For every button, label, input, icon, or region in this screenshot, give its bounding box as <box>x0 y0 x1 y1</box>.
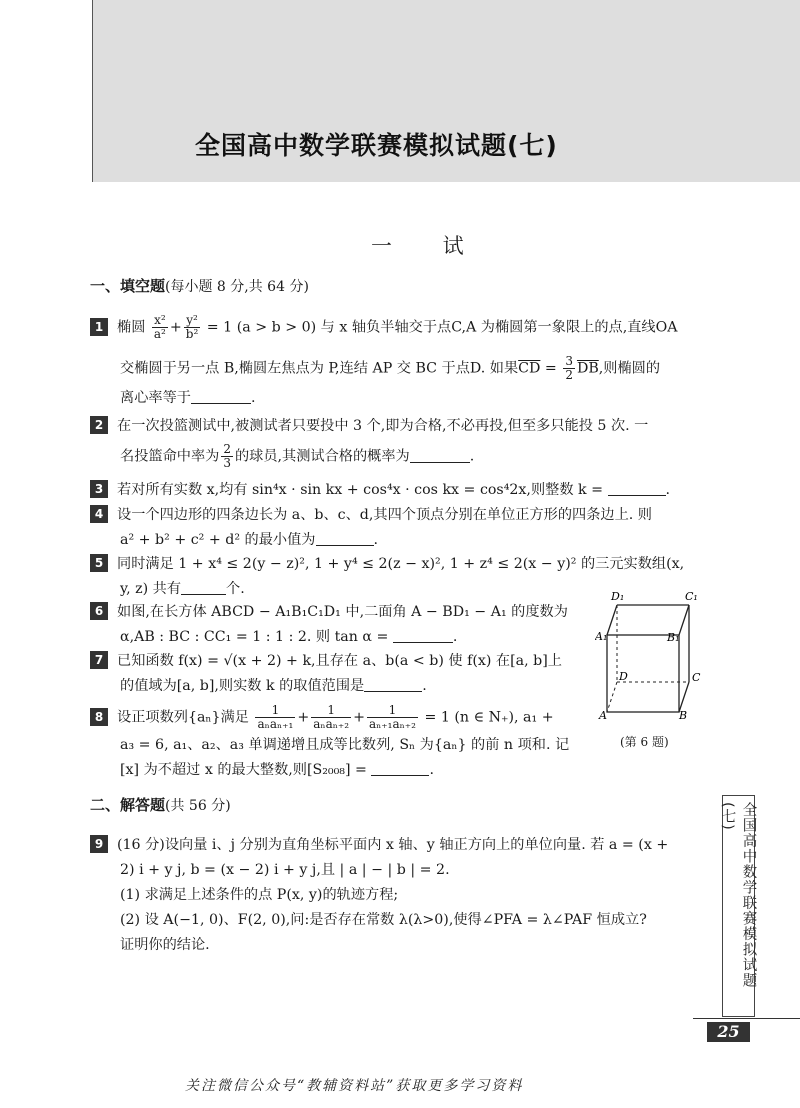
q6-text-a: 如图,在长方体 ABCD − A₁B₁C₁D₁ 中,二面角 A − BD₁ − A₁ 的度数为 <box>117 604 568 620</box>
q7-text-c: . <box>422 678 427 694</box>
q1-text-a: 椭圆 <box>117 319 146 336</box>
q8-fraction-2 <box>311 704 351 731</box>
q8-text-d: [x] 为不超过 x 的最大整数,则[S₂₀₀₈] = <box>120 762 367 778</box>
hidden-edge <box>607 682 617 712</box>
q6-text-c: . <box>452 629 458 645</box>
q7-text-b: 的值域为[a, b],则实数 k 的取值范围是 <box>120 678 365 694</box>
question-8 <box>90 704 590 783</box>
q1-fraction-y <box>184 314 201 341</box>
q3-text-b: . <box>665 482 671 498</box>
sidebar-title-box <box>719 795 757 1017</box>
question-3 <box>90 478 715 503</box>
frac-denominator: 2 <box>565 368 573 382</box>
q8-line1 <box>90 704 590 731</box>
answer-blank[interactable] <box>191 389 251 404</box>
frac-denominator: 3 <box>223 456 231 470</box>
q2-text-b: 名投篮命中率为 <box>120 448 220 465</box>
q6-line2 <box>90 625 590 650</box>
q9-text-b: 2) i + y j, b = (x − 2) i + y j,且 | a | − | b | = 2. <box>120 862 450 878</box>
frac-numerator: 2 <box>223 442 231 456</box>
answer-blank[interactable] <box>316 531 374 546</box>
answer-blank[interactable] <box>371 761 429 776</box>
footer-note: 关注微信公众号“教辅资料站”获取更多学习资料 <box>185 1078 524 1094</box>
edge <box>679 605 689 635</box>
q9-line3 <box>90 883 712 908</box>
q8-text-c: a₃ = 6, a₁、a₂、a₃ 单调递增且成等比数列, Sₙ 为{aₙ} 的前 n 项和. 记 <box>120 737 570 753</box>
answer-blank[interactable] <box>181 580 226 595</box>
vertex-label-c1: C₁ <box>685 590 698 603</box>
q5-line1 <box>90 552 715 577</box>
q2-text-a: 在一次投篮测试中,被测试者只要投中 3 个,即为合格,不必再投,但至多只能投 5 次. 一 <box>117 418 649 434</box>
question-6 <box>90 600 590 650</box>
q6-line1 <box>90 600 590 625</box>
frac-denominator: a² <box>153 327 166 341</box>
q2-text-d: . <box>469 448 475 465</box>
q4-text-b: a² + b² + c² + d² 的最小值为 <box>120 532 316 548</box>
question-number-badge: 1 <box>90 318 108 336</box>
q8-plus: + <box>353 709 365 726</box>
answer-blank[interactable] <box>364 677 422 692</box>
part2-heading <box>90 794 231 815</box>
q8-fraction-3 <box>367 704 418 731</box>
q1-text-f: . <box>250 390 256 406</box>
vertex-label-d: D <box>619 670 628 683</box>
answer-blank[interactable] <box>410 448 470 463</box>
question-number-badge: 4 <box>90 505 108 523</box>
page-number: 25 <box>707 1022 750 1042</box>
question-number-badge: 3 <box>90 480 108 498</box>
q8-text-a: 设正项数列{aₙ}满足 <box>117 709 249 726</box>
frac-numerator: x² <box>152 314 168 328</box>
frac-numerator: 1 <box>311 704 351 718</box>
edge <box>607 605 617 635</box>
q1-text-b: = 1 (a > b > 0) 与 x 轴负半轴交于点C,A 为椭圆第一象限上的点,直线OA <box>206 319 678 336</box>
q2-fraction <box>221 443 233 470</box>
q4-line2 <box>90 528 715 553</box>
sidebar-title: 全国高中数学联赛模拟试题(七) <box>719 802 757 988</box>
question-number-badge: 5 <box>90 554 108 572</box>
part2-heading-note: (共 56 分) <box>165 798 231 814</box>
section-title: 一 试 <box>371 234 486 258</box>
q1-fraction <box>563 355 575 382</box>
q9-text-c: (1) 求满足上述条件的点 P(x, y)的轨迹方程; <box>120 887 399 903</box>
q7-line1 <box>90 649 590 674</box>
q1-line2 <box>90 355 715 382</box>
q9-text-a: (16 分)设向量 i、j 分别为直角坐标平面内 x 轴、y 轴正方向上的单位向量. 若 a = (x + <box>117 837 669 853</box>
q5-text-b: y, z) 共有 <box>120 581 182 597</box>
q3-text-a: 若对所有实数 x,均有 sin⁴x · sin kx + cos⁴x · cos kx = cos⁴2x,则整数 k = <box>117 482 604 498</box>
frac-denominator: aₙ₊₁aₙ₊₂ <box>368 717 416 731</box>
q5-text-c: 个. <box>226 581 245 597</box>
q1-vector-db: $\overline{DB}$ <box>576 360 599 377</box>
q8-plus: + <box>297 709 310 726</box>
question-number-badge: 8 <box>90 708 108 726</box>
vertex-label-a1: A₁ <box>595 630 608 643</box>
q1-line1 <box>90 314 715 341</box>
q1-text-c: 交椭圆于另一点 B,椭圆左焦点为 P,连结 AP 交 BC 于点D. 如果 <box>120 360 519 377</box>
frac-numerator: 1 <box>255 704 295 718</box>
frac-denominator: aₙaₙ₊₂ <box>313 717 350 731</box>
vertex-label-d1: D₁ <box>611 590 625 603</box>
question-4 <box>90 503 715 553</box>
frac-numerator: 1 <box>367 704 418 718</box>
part1-heading-label: 一、填空题 <box>90 277 166 295</box>
q7-line2 <box>90 674 590 699</box>
q4-text-a: 设一个四边形的四条边长为 a、b、c、d,其四个顶点分别在单位正方形的四条边上. 则 <box>117 507 652 523</box>
header-divider <box>92 0 93 182</box>
q8-text-b: = 1 (n ∈ N₊), a₁ + <box>424 709 554 726</box>
q8-text-e: . <box>429 762 434 778</box>
question-number-badge: 7 <box>90 651 108 669</box>
frac-numerator: y² <box>184 314 201 328</box>
q4-text-c: . <box>373 532 379 548</box>
part1-heading <box>90 275 309 296</box>
q8-line3 <box>90 758 590 783</box>
part2-heading-label: 二、解答题 <box>90 796 166 814</box>
q2-line2 <box>90 443 715 470</box>
question-9 <box>90 833 712 958</box>
q8-fraction-1 <box>255 704 295 731</box>
question-number-badge: 6 <box>90 602 108 620</box>
q1-line3 <box>90 386 715 411</box>
q9-line5 <box>90 933 712 958</box>
q1-vector-cd: $\overline{CD}$ <box>518 360 541 377</box>
q1-equals: = <box>544 360 557 377</box>
edge <box>679 682 689 712</box>
vertex-label-b: B <box>679 709 688 720</box>
vertex-label-a: A <box>599 709 607 720</box>
part1-heading-note: (每小题 8 分,共 64 分) <box>165 279 309 295</box>
question-number-badge: 9 <box>90 835 108 853</box>
q9-line2 <box>90 858 712 883</box>
question-2 <box>90 414 715 470</box>
vertex-label-c: C <box>692 671 701 684</box>
q6-text-b: α,AB : BC : CC₁ = 1 : 1 : 2. 则 tan α = <box>120 629 389 645</box>
q1-text-e: 离心率等于 <box>120 390 191 406</box>
q2-line1 <box>90 414 715 439</box>
frac-denominator: aₙaₙ₊₁ <box>257 717 294 731</box>
page-number-rule <box>693 1018 800 1019</box>
q4-line1 <box>90 503 715 528</box>
q7-text-a: 已知函数 f(x) = √(x + 2) + k,且存在 a、b(a < b) 使 f(x) 在[a, b]上 <box>117 653 562 669</box>
answer-blank[interactable] <box>608 481 666 496</box>
page-title: 全国高中数学联赛模拟试题(七) <box>195 131 558 160</box>
q3-line1 <box>90 478 715 503</box>
q5-text-a: 同时满足 1 + x⁴ ≤ 2(y − z)², 1 + y⁴ ≤ 2(z − x)², 1 + z⁴ ≤ 2(x − y)² 的三元实数组(x, <box>117 556 685 572</box>
q1-text-d: ,则椭圆的 <box>598 360 661 377</box>
question-7 <box>90 649 590 699</box>
frac-numerator: 3 <box>565 354 573 368</box>
q9-line4 <box>90 908 712 933</box>
question-1 <box>90 314 715 411</box>
cuboid-figure <box>595 590 705 720</box>
front-face <box>607 635 679 712</box>
q2-text-c: 的球员,其测试合格的概率为 <box>234 448 410 465</box>
q9-text-d: (2) 设 A(−1, 0)、F(2, 0),问:是否存在常数 λ(λ>0),使得∠PFA = λ∠PAF 恒成立? <box>120 912 647 928</box>
q1-fraction-x <box>152 314 168 341</box>
figure-caption: (第 6 题) <box>620 735 669 749</box>
q9-text-e: 证明你的结论. <box>120 937 210 953</box>
q8-line2 <box>90 733 590 758</box>
frac-denominator: b² <box>185 327 199 341</box>
vertex-label-b1: B₁ <box>667 631 680 644</box>
q9-line1 <box>90 833 712 858</box>
question-number-badge: 2 <box>90 416 108 434</box>
answer-blank[interactable] <box>393 628 453 643</box>
q1-plus: + <box>169 319 182 336</box>
